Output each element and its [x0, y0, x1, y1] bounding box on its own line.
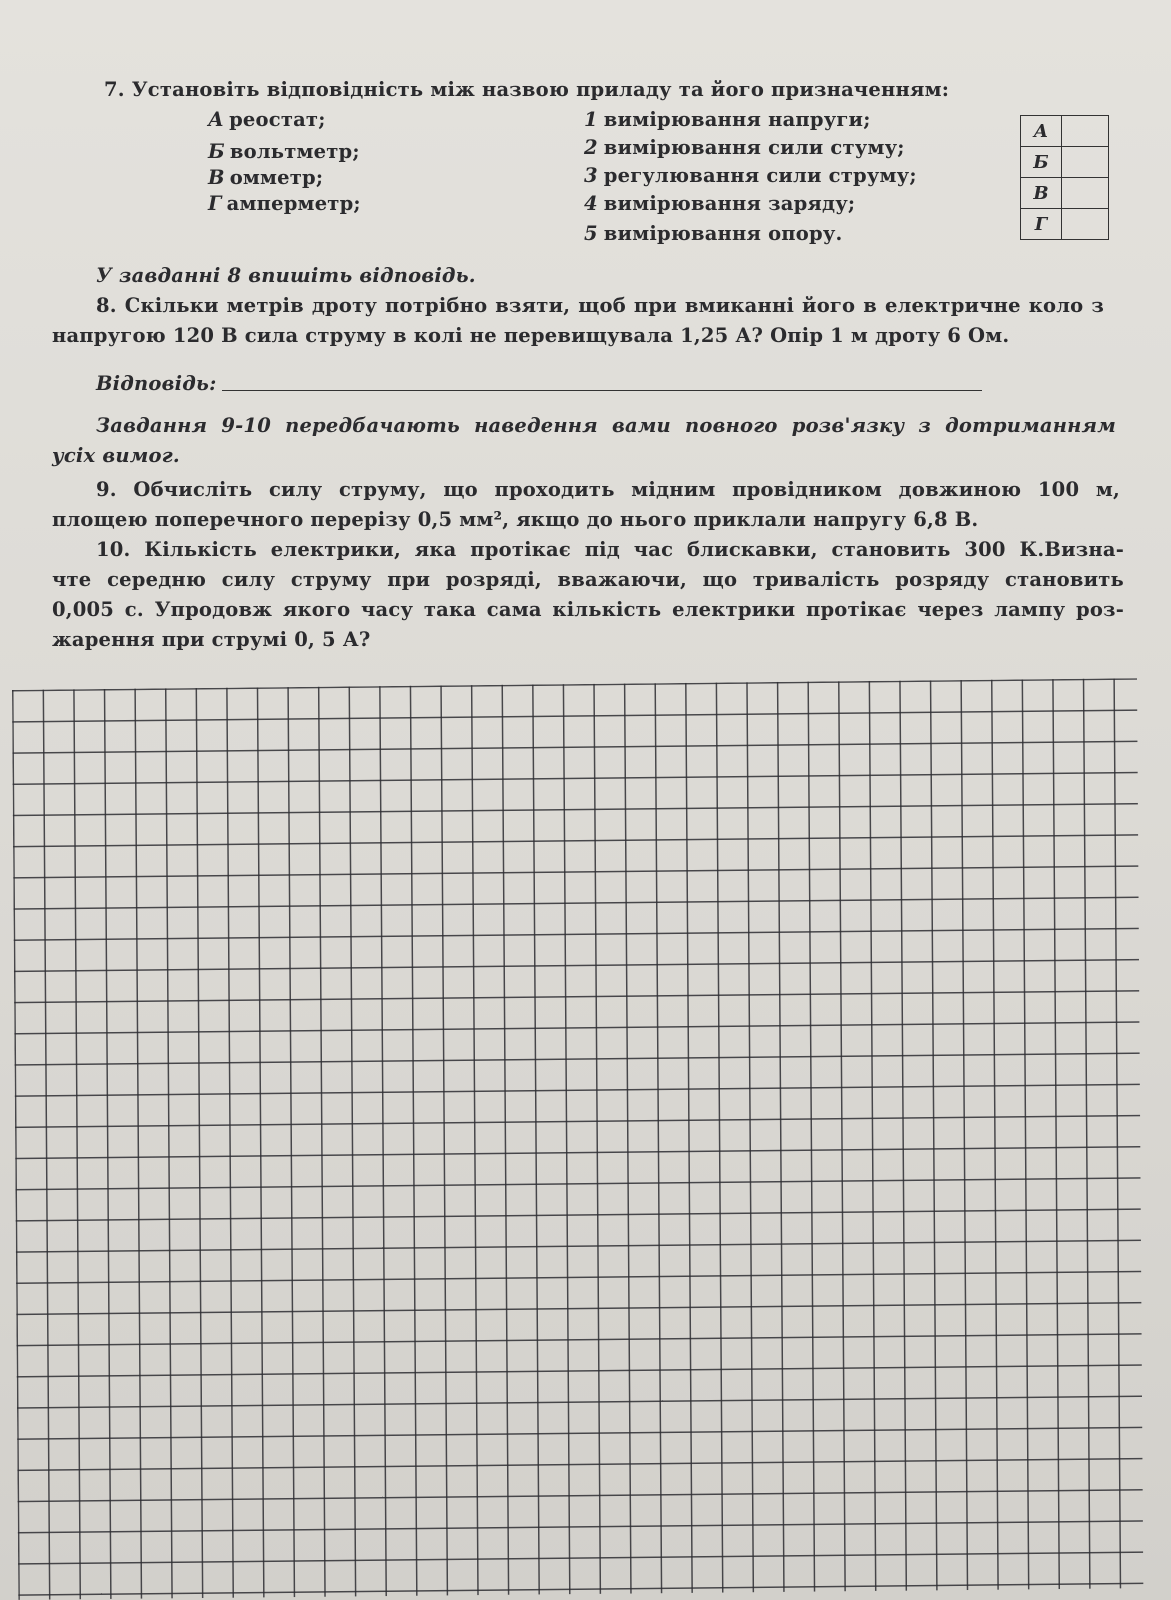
- q8-instruction: У завданні 8 впишіть відповідь.: [96, 264, 476, 287]
- q7-answer-grid: [1020, 115, 1109, 240]
- q7-purpose-text: вимірювання сили стуму;: [603, 136, 905, 159]
- q7-device-text: реостат;: [229, 108, 326, 131]
- q7-purpose-2: [584, 136, 905, 159]
- q7-device-letter: В: [208, 166, 225, 189]
- answer-grid-row: [1021, 147, 1109, 178]
- q10-text-line-2: чте середню силу струму при розряді, вважаючи, що тривалість розряду становить: [52, 568, 1124, 591]
- q7-purpose-text: вимірювання заряду;: [603, 192, 856, 215]
- q7-purpose-4: [584, 192, 855, 215]
- q7-purpose-5: [584, 222, 843, 245]
- q7-purpose-text: вимірювання опору.: [603, 222, 843, 245]
- answer-grid-cell[interactable]: [1062, 178, 1109, 209]
- answer-grid-letter: А: [1021, 116, 1062, 147]
- q8-text-line-2: напругою 120 В сила струму в колі не перевищувала 1,25 А? Опір 1 м дроту 6 Ом.: [52, 324, 1010, 347]
- q7-purpose-3: [584, 164, 917, 187]
- q9-text-line-2: площею поперечного перерізу 0,5 мм², якщо до нього приклали напругу 6,8 В.: [52, 508, 979, 531]
- q7-device-b: [208, 140, 360, 163]
- q7-device-letter: А: [208, 108, 225, 131]
- answer-grid-letter: Б: [1021, 147, 1062, 178]
- q8-answer-line[interactable]: [222, 390, 982, 391]
- q7-device-text: вольтметр;: [229, 140, 360, 163]
- answer-grid-cell[interactable]: [1062, 116, 1109, 147]
- answer-grid-row: [1021, 209, 1109, 240]
- q8-text-line-1: 8. Скільки метрів дроту потрібно взяти, щоб при вмиканні його в електричне коло з: [96, 294, 1104, 317]
- q9-text-line-1: 9. Обчисліть силу струму, що проходить мідним провідником довжиною 100 м,: [96, 478, 1120, 501]
- answer-grid-cell[interactable]: [1062, 147, 1109, 178]
- q10-text-line-4: жарення при струмі 0, 5 А?: [52, 628, 371, 651]
- answer-grid-letter: Г: [1021, 209, 1062, 240]
- answer-grid-cell[interactable]: [1062, 209, 1109, 240]
- q7-purpose-num: 1: [584, 108, 598, 131]
- q7-purpose-num: 5: [584, 222, 598, 245]
- instructions-9-10-line-1: Завдання 9-10 передбачають наведення вами повного розв'язку з дотриманням: [96, 414, 1116, 437]
- q7-device-text: амперметр;: [226, 192, 361, 215]
- q7-device-letter: Б: [208, 140, 225, 163]
- graph-paper-solution-area[interactable]: [12, 678, 1143, 1600]
- q7-purpose-num: 2: [584, 136, 598, 159]
- q7-device-a: [208, 108, 326, 131]
- q7-device-letter: Г: [208, 192, 222, 215]
- q7-device-text: омметр;: [229, 166, 324, 189]
- q10-text-line-3: 0,005 с. Упродовж якого часу така сама кількість електрики протікає через лампу роз-: [52, 598, 1124, 621]
- q7-title: 7. Установіть відповідність між назвою приладу та його призначенням:: [104, 78, 950, 101]
- q10-text-line-1: 10. Кількість електрики, яка протікає під час блискавки, становить 300 К.Визна-: [96, 538, 1124, 561]
- q7-purpose-text: вимірювання напруги;: [603, 108, 871, 131]
- q7-purpose-text: регулювання сили струму;: [603, 164, 917, 187]
- q7-purpose-1: [584, 108, 871, 131]
- q7-purpose-num: 4: [584, 192, 598, 215]
- q7-device-g: [208, 192, 361, 215]
- q8-answer-label: Відповідь:: [96, 372, 217, 395]
- answer-grid-row: [1021, 178, 1109, 209]
- answer-grid-row: [1021, 116, 1109, 147]
- answer-grid-letter: В: [1021, 178, 1062, 209]
- q7-device-v: [208, 166, 323, 189]
- instructions-9-10-line-2: усіх вимог.: [52, 444, 180, 467]
- q7-purpose-num: 3: [584, 164, 598, 187]
